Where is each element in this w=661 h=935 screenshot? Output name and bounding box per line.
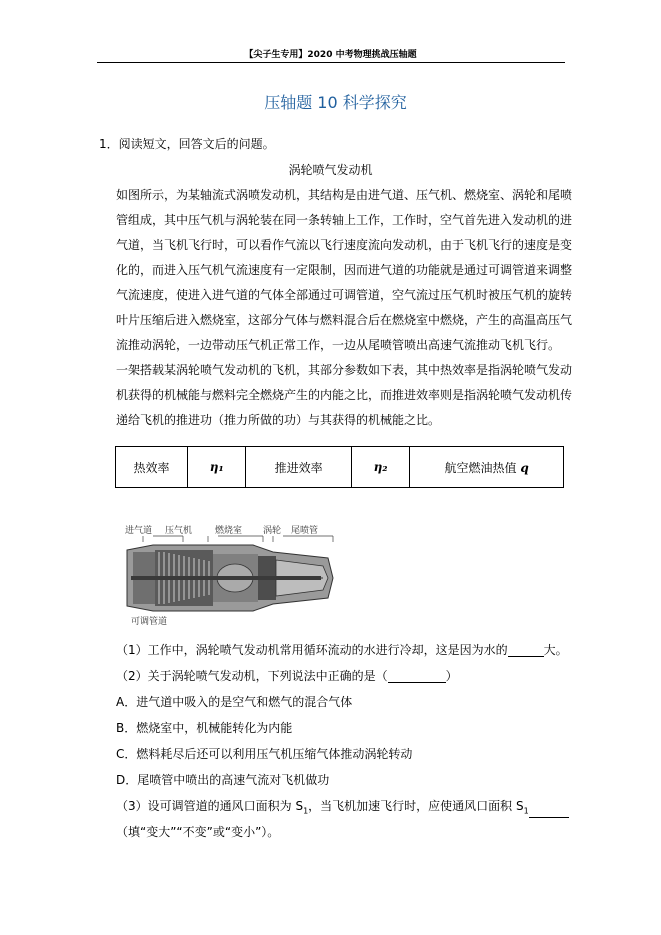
figure-label-intake: 进气道 <box>125 526 153 536</box>
sub-question-1 <box>116 643 568 657</box>
intro-text: 阅读短文，回答文后的问题。 <box>118 137 275 151</box>
fuel-heat-value-cell <box>410 447 564 488</box>
page-header: 【尖子生专用】2020 中考物理挑战压轴题 <box>244 50 417 60</box>
figure-label-adjustable-duct: 可调管道 <box>131 617 168 627</box>
q2-stem: （2）关于涡轮喷气发动机，下列说法中正确的是（ <box>116 669 388 683</box>
symbol-eta1: η₁ <box>188 447 246 488</box>
article-title: 涡轮喷气发动机 <box>288 163 373 177</box>
turbojet-engine-figure <box>123 520 338 633</box>
sub-question-3 <box>116 799 569 818</box>
q3-answer-blank[interactable] <box>529 805 569 818</box>
question-intro <box>99 137 275 151</box>
table-row <box>116 447 564 488</box>
figure-label-turbine: 涡轮 <box>263 526 282 536</box>
q1-text-before: （1）工作中，涡轮喷气发动机常用循环流动的水进行冷却，这是因为水的 <box>116 643 508 657</box>
option-d: D．尾喷管中喷出的高速气流对飞机做功 <box>116 773 330 787</box>
label-fuel-heat-value: 航空燃油热值 <box>444 460 517 475</box>
header-divider <box>97 62 565 63</box>
paragraph-line: 如图所示，为某轴流式涡喷发动机，其结构是由进气道、压气机、燃烧室、涡轮和尾喷 <box>116 188 573 202</box>
figure-label-combustor: 燃烧室 <box>215 526 243 536</box>
q2-close: ） <box>445 669 458 683</box>
page-title: 压轴题 10 科学探究 <box>264 93 407 112</box>
symbol-eta2: η₂ <box>351 447 409 488</box>
sub-question-2 <box>116 669 458 683</box>
q1-text-after: 大。 <box>543 643 568 657</box>
label-propulsive-efficiency: 推进效率 <box>246 447 352 488</box>
option-c: C．燃料耗尽后还可以利用压气机压缩气体推动涡轮转动 <box>116 747 413 761</box>
paragraph-line: 气道，当飞机飞行时，可以看作气流以飞行速度流向发动机，由于飞机飞行的速度是变 <box>116 238 573 252</box>
q2-answer-blank[interactable] <box>388 670 446 683</box>
paragraph-line: 机获得的机械能与燃料完全燃烧产生的内能之比，而推进效率则是指涡轮喷气发动机传 <box>116 388 573 402</box>
symbol-q: q <box>520 460 529 475</box>
paragraph-line: 流推动涡轮，一边带动压气机正常工作，一边从尾喷管喷出高速气流推动飞机飞行。 <box>116 338 561 352</box>
option-b: B．燃烧室中，机械能转化为内能 <box>116 721 293 735</box>
q3-text-part2: ，当飞机加速飞行时，应使通风口面积 S <box>308 799 524 813</box>
q3-text-part1: （3）设可调管道的通风口面积为 S <box>116 799 304 813</box>
q1-answer-blank[interactable] <box>508 644 544 657</box>
paragraph-line: 化的，而进入压气机气流速度有一定限制，因而进气道的功能就是通过可调管道来调整 <box>116 263 573 277</box>
q3-instruction: （填“变大”“不变”或“变小”）。 <box>116 825 280 839</box>
paragraph-line: 气流速度，使进入进气道的气体全部通过可调管道，空气流过压气机时被压气机的旋转 <box>116 288 573 302</box>
question-number: 1． <box>99 137 119 151</box>
parameter-table <box>115 446 564 488</box>
q3-subscript-2: 1 <box>523 806 529 816</box>
paragraph-line: 一架搭载某涡轮喷气发动机的飞机，其部分参数如下表，其中热效率是指涡轮喷气发动 <box>116 363 573 377</box>
figure-label-nozzle: 尾喷管 <box>291 526 319 536</box>
paragraph-line: 递给飞机的推进功（推力所做的功）与其获得的机械能之比。 <box>116 413 441 427</box>
paragraph-line: 管组成，其中压气机与涡轮装在同一条转轴上工作，工作时，空气首先进入发动机的进 <box>116 213 573 227</box>
figure-label-compressor: 压气机 <box>165 526 193 536</box>
paragraph-line: 叶片压缩后进入燃烧室，这部分气体与燃料混合后在燃烧室中燃烧，产生的高温高压气 <box>116 313 573 327</box>
label-thermal-efficiency: 热效率 <box>116 447 188 488</box>
q3-subscript-1: 1 <box>303 806 309 816</box>
option-a: A．进气道中吸入的是空气和燃气的混合气体 <box>116 695 353 709</box>
